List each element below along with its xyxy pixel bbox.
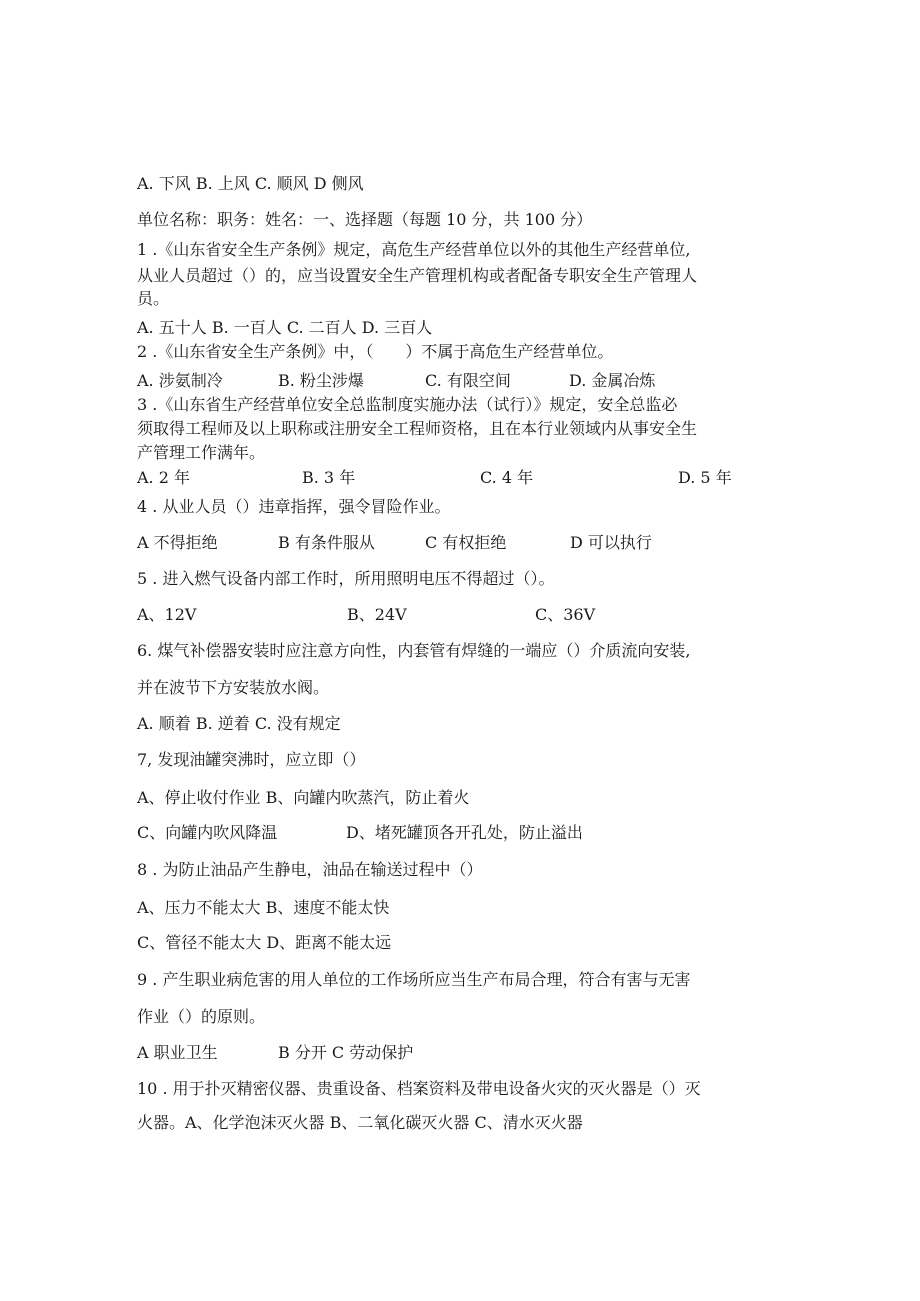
q1-line1: 1 .《山东省安全生产条例》规定，高危生产经营单位以外的其他生产经营单位, (137, 240, 691, 259)
q2-option-c: C. 有限空间 (425, 371, 511, 390)
q4-option-b: B 有条件服从 (278, 533, 375, 552)
q10-line2: 火器。A、化学泡沫灭火器 B、二氧化碳灭火器 C、清水灭火器 (137, 1113, 583, 1132)
q4-option-c: C 有权拒绝 (425, 533, 507, 552)
q3-option-d: D. 5 年 (678, 468, 732, 487)
q7-option-d: D、堵死罐顶各开孔处，防止溢出 (346, 823, 583, 842)
q5-option-a: A、12V (137, 605, 197, 624)
q3-line3: 产管理工作满年。 (137, 443, 266, 462)
q8-options-row1: A、压力不能太大 B、速度不能太快 (137, 898, 390, 917)
q9-line2: 作业（）的原则。 (137, 1007, 266, 1026)
q5-option-c: C、36V (535, 605, 596, 624)
q5-line1: 5 . 进入燃气设备内部工作时，所用照明电压不得超过（）。 (137, 569, 555, 588)
q9-option-a: A 职业卫生 (137, 1043, 218, 1062)
q4-option-d: D 可以执行 (570, 533, 652, 552)
q8-line1: 8 . 为防止油品产生静电，油品在输送过程中（） (137, 860, 483, 879)
q6-line1: 6. 煤气补偿器安装时应注意方向性，内套管有焊缝的一端应（）介质流向安装, (137, 641, 691, 660)
q2-line1: 2 .《山东省安全生产条例》中，（ ）不属于高危生产经营单位。 (137, 342, 614, 361)
q3-option-b: B. 3 年 (302, 468, 356, 487)
q2-option-a: A. 涉氨制冷 (137, 371, 223, 390)
q1-options: A. 五十人 B. 一百人 C. 二百人 D. 三百人 (137, 318, 433, 337)
q1-line2: 从业人员超过（）的，应当设置安全生产管理机构或者配备专职安全生产管理人 (137, 266, 698, 285)
q9-option-bc: B 分开 C 劳动保护 (278, 1043, 414, 1062)
q4-line1: 4 . 从业人员（）违章指挥，强令冒险作业。 (137, 497, 451, 516)
q7-option-c: C、向罐内吹风降温 (137, 823, 278, 842)
q3-option-c: C. 4 年 (480, 468, 534, 487)
q2-option-d: D. 金属冶炼 (569, 371, 656, 390)
page-header: 单位名称：职务：姓名：一、选择题（每题 10 分，共 100 分） (137, 210, 593, 229)
top-options: A. 下风 B. 上风 C. 顺风 D 侧风 (137, 174, 364, 193)
q5-option-b: B、24V (347, 605, 407, 624)
q2-option-b: B. 粉尘涉爆 (278, 371, 364, 390)
q6-line2: 并在波节下方安装放水阀。 (137, 678, 330, 697)
q7-options-row1: A、停止收付作业 B、向罐内吹蒸汽，防止着火 (137, 788, 470, 807)
q6-options: A. 顺着 B. 逆着 C. 没有规定 (137, 714, 341, 733)
q4-option-a: A 不得拒绝 (137, 533, 218, 552)
q1-line3: 员。 (137, 289, 170, 308)
q7-line1: 7, 发现油罐突沸时，应立即（） (137, 750, 366, 769)
q3-option-a: A. 2 年 (137, 468, 190, 487)
q3-line2: 须取得工程师及以上职称或注册安全工程师资格，且在本行业领域内从事安全生 (137, 419, 698, 438)
q9-line1: 9 . 产生职业病危害的用人单位的工作场所应当生产布局合理，符合有害与无害 (137, 970, 691, 989)
q10-line1: 10 . 用于扑灭精密仪器、贵重设备、档案资料及带电设备火灾的灭火器是（）灭 (137, 1079, 701, 1098)
q3-line1: 3 .《山东省生产经营单位安全总监制度实施办法（试行）》规定，安全总监必 (137, 395, 678, 414)
q8-options-row2: C、管径不能太大 D、距离不能太远 (137, 933, 392, 952)
